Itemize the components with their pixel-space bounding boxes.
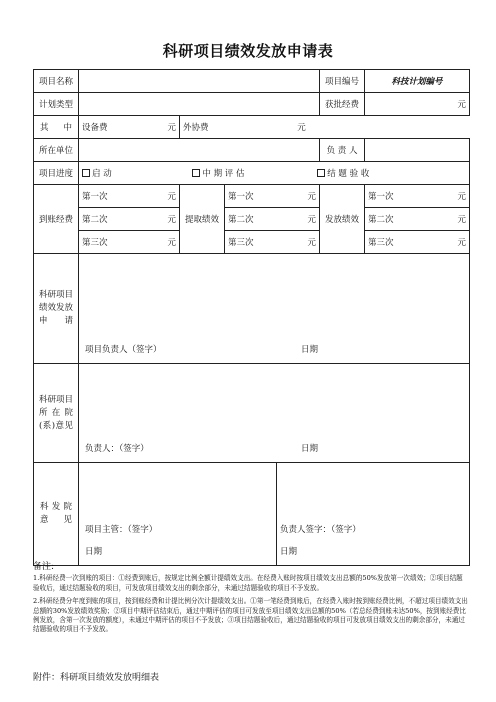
row-dept [34, 364, 470, 463]
row-breakdown [34, 116, 470, 139]
outsourcing-label: 外协费 [183, 123, 209, 133]
page-title: 科研项目绩效发放申请表 [162, 42, 334, 60]
checkbox-start[interactable] [82, 169, 112, 179]
project-name-field[interactable] [79, 70, 320, 93]
institute-right-signer: 负责人签字：（签字） [280, 525, 361, 535]
first-label: 第一次 [228, 192, 254, 202]
row-apply [34, 254, 470, 364]
third-label: 第三次 [368, 238, 394, 248]
extract-label: 提取绩效 [180, 185, 225, 254]
yuan-unit: 元 [307, 192, 317, 202]
row-unit [34, 139, 470, 162]
project-no-label: 项目编号 [320, 70, 365, 93]
apply-signer: 项目负责人（签字） [85, 345, 162, 355]
issue-first[interactable] [365, 185, 470, 208]
arrived-funds-label: 到账经费 [34, 185, 79, 254]
row-funds-1 [34, 185, 470, 208]
second-label: 第二次 [82, 215, 108, 225]
yuan-unit: 元 [457, 100, 467, 110]
third-label: 第三次 [82, 238, 108, 248]
row-funds-3 [34, 231, 470, 254]
yuan-unit: 元 [457, 215, 467, 225]
dept-label: 科研项目所在院(系)意见 [34, 364, 79, 463]
yuan-unit: 元 [167, 123, 176, 133]
institute-left-field[interactable] [79, 463, 277, 566]
yuan-unit: 元 [167, 215, 176, 225]
checkbox-final[interactable] [317, 169, 369, 179]
checkbox-icon [317, 169, 325, 177]
institute-right-date: 日期 [280, 547, 298, 557]
notes-heading: 备注: [33, 562, 55, 572]
attachment-note: 附件：科研项目绩效发放明细表 [33, 673, 160, 683]
yuan-unit: 元 [307, 215, 317, 225]
extract-third[interactable] [225, 231, 320, 254]
row-project-name [34, 70, 470, 93]
progress-label: 项目进度 [34, 162, 79, 185]
institute-right-field[interactable] [277, 463, 470, 566]
start-label: 启 动 [92, 169, 112, 179]
apply-label: 科研项目绩效发放申请 [34, 254, 79, 364]
progress-options [79, 162, 470, 185]
first-label: 第一次 [368, 192, 394, 202]
note-2: 2.科研经费分年度到账的项目，按到账经费和计提比例分次计提绩效支出。①第一笔经费到账后，在经费入账时按到账经费比例，不超过项目绩效支出总额的30%发放绩效奖励；②项目中期评估结束后，通过中期评估的项目可发放至项目绩效支出总额的50%（若总经费到账未达50%，按到账经费比例发放，含第一次发放的额度），未通过中期评估的项目不予发放；③项目结题验收后，通过结题验收的项目可发放项目绩效支出的剩余部分，未通过结题验收的项目不予发放。 [33, 597, 468, 634]
yuan-unit: 元 [457, 192, 467, 202]
equipment-label: 设备费 [82, 123, 108, 133]
row-plan-type [34, 93, 470, 116]
notes [33, 563, 469, 639]
funding-label: 获批经费 [320, 93, 365, 116]
yuan-unit: 元 [457, 238, 467, 248]
dept-field[interactable] [79, 364, 470, 463]
checkbox-icon [192, 169, 200, 177]
dept-signer: 负责人：（签字） [85, 444, 149, 454]
arrived-third[interactable] [79, 231, 180, 254]
yuan-unit: 元 [297, 123, 306, 133]
second-label: 第二次 [368, 215, 394, 225]
unit-label: 所在单位 [34, 139, 79, 162]
outsourcing-field[interactable] [180, 116, 470, 139]
plan-type-field[interactable] [79, 93, 320, 116]
row-progress [34, 162, 470, 185]
checkbox-midterm[interactable] [192, 169, 244, 179]
leader-field[interactable] [365, 139, 470, 162]
midterm-label: 中 期 评 估 [202, 169, 245, 179]
second-label: 第二次 [228, 215, 254, 225]
application-form [33, 69, 470, 566]
dept-date: 日期 [301, 444, 319, 454]
checkbox-icon [82, 169, 90, 177]
yuan-unit: 元 [307, 238, 317, 248]
plan-type-label: 计划类型 [34, 93, 79, 116]
final-label: 结 题 验 收 [327, 169, 370, 179]
row-institute [34, 463, 470, 566]
issue-second[interactable] [365, 208, 470, 231]
arrived-second[interactable] [79, 208, 180, 231]
extract-second[interactable] [225, 208, 320, 231]
issue-label: 发放绩效 [320, 185, 365, 254]
first-label: 第一次 [82, 192, 108, 202]
institute-left-date: 日期 [85, 547, 103, 557]
extract-first[interactable] [225, 185, 320, 208]
project-name-label: 项目名称 [34, 70, 79, 93]
institute-label: 科发院意见 [34, 463, 79, 566]
arrived-first[interactable] [79, 185, 180, 208]
breakdown-label: 其中 [34, 116, 79, 139]
apply-date: 日期 [301, 345, 319, 355]
apply-field[interactable] [79, 254, 470, 364]
issue-third[interactable] [365, 231, 470, 254]
leader-label: 负 责 人 [320, 139, 365, 162]
institute-left-signer: 项目主管：（签字） [85, 525, 158, 535]
project-no-field[interactable]: 科技计划编号 [365, 70, 470, 93]
row-funds-2 [34, 208, 470, 231]
equipment-field[interactable] [79, 116, 180, 139]
yuan-unit: 元 [167, 238, 176, 248]
funding-field[interactable] [365, 93, 470, 116]
note-1: 1.科研经费一次到账的项目：①经费到账后，按规定比例全额计提绩效支出。在经费入账时按项目绩效支出总额的50%发放第一次绩效；②项目结题验收后，通过结题验收的项目，可发放项目绩效支出的剩余部分，未通过结题验收的项目不予发放。 [33, 574, 463, 592]
third-label: 第三次 [228, 238, 254, 248]
yuan-unit: 元 [167, 192, 176, 202]
unit-field[interactable] [79, 139, 320, 162]
